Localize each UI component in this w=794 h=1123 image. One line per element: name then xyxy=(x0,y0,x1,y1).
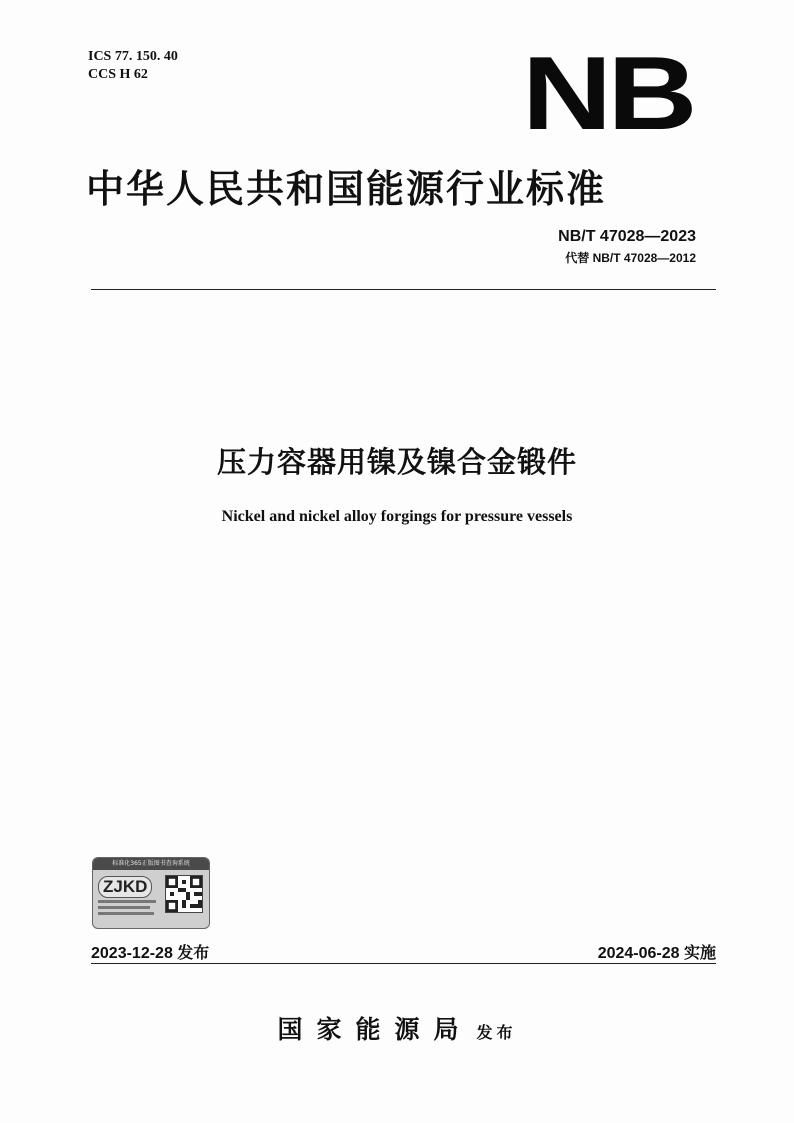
issuer-name: 国家能源局 xyxy=(277,1015,473,1044)
stamp-fine-print xyxy=(98,900,158,918)
standard-type-heading: 中华人民共和国能源行业标准 xyxy=(86,167,607,211)
ccs-code: CCS H 62 xyxy=(88,67,148,82)
stamp-header: 标准化365正版图书查询系统 xyxy=(93,858,209,870)
top-divider xyxy=(91,289,716,290)
standard-code: NB/T 47028—2023 xyxy=(558,228,696,245)
bottom-divider xyxy=(91,963,716,964)
qr-code-icon xyxy=(165,875,203,913)
ics-code: ICS 77. 150. 40 xyxy=(88,49,178,64)
replaces-code: 代替 NB/T 47028—2012 xyxy=(565,251,696,265)
issuing-authority xyxy=(0,1010,794,1046)
anti-counterfeit-stamp xyxy=(92,857,210,929)
nb-logo: NB xyxy=(522,36,693,152)
effective-date: 2024-06-28 实施 xyxy=(597,945,716,962)
stamp-logo: ZJKD xyxy=(98,876,152,898)
issue-date: 2023-12-28 发布 xyxy=(91,945,210,962)
document-title-chinese: 压力容器用镍及镍合金锻件 xyxy=(216,445,577,479)
issuer-verb: 发布 xyxy=(476,1023,517,1042)
document-title-english: Nickel and nickel alloy forgings for pressure vessels xyxy=(221,508,573,525)
classification-codes xyxy=(88,48,178,84)
